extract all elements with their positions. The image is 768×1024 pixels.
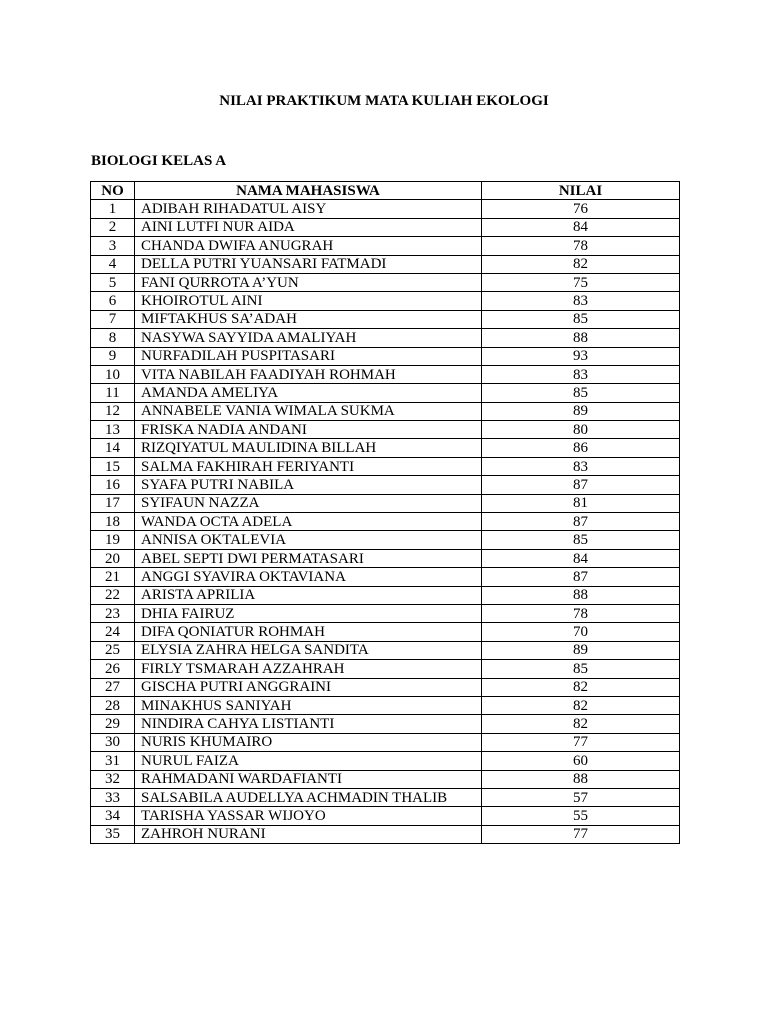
student-name: KHOIROTUL AINI — [135, 292, 482, 310]
table-row — [91, 715, 680, 733]
table-row — [91, 273, 680, 291]
header-name: NAMA MAHASISWA — [135, 182, 482, 200]
table-row — [91, 255, 680, 273]
row-number: 23 — [91, 604, 135, 622]
student-name: ANNISA OKTALEVIA — [135, 531, 482, 549]
student-grade: 85 — [482, 660, 680, 678]
row-number: 35 — [91, 825, 135, 843]
table-row — [91, 292, 680, 310]
student-grade: 83 — [482, 365, 680, 383]
table-body — [91, 200, 680, 844]
student-name: SYAFA PUTRI NABILA — [135, 476, 482, 494]
student-grade: 89 — [482, 402, 680, 420]
student-grade: 82 — [482, 696, 680, 714]
student-grade: 77 — [482, 825, 680, 843]
student-grade: 60 — [482, 752, 680, 770]
table-row — [91, 439, 680, 457]
row-number: 31 — [91, 752, 135, 770]
student-grade: 93 — [482, 347, 680, 365]
table-row — [91, 476, 680, 494]
table-row — [91, 347, 680, 365]
row-number: 28 — [91, 696, 135, 714]
student-name: ANGGI SYAVIRA OKTAVIANA — [135, 568, 482, 586]
table-row — [91, 531, 680, 549]
student-name: ANNABELE VANIA WIMALA SUKMA — [135, 402, 482, 420]
student-name: ELYSIA ZAHRA HELGA SANDITA — [135, 641, 482, 659]
student-name: FANI QURROTA A’YUN — [135, 273, 482, 291]
row-number: 32 — [91, 770, 135, 788]
table-row — [91, 494, 680, 512]
student-grade: 85 — [482, 531, 680, 549]
table-row — [91, 457, 680, 475]
student-grade: 88 — [482, 329, 680, 347]
table-row — [91, 733, 680, 751]
row-number: 29 — [91, 715, 135, 733]
table-row — [91, 678, 680, 696]
table-row — [91, 825, 680, 843]
table-row — [91, 604, 680, 622]
student-grade: 87 — [482, 476, 680, 494]
student-name: NURFADILAH PUSPITASARI — [135, 347, 482, 365]
row-number: 1 — [91, 200, 135, 218]
row-number: 7 — [91, 310, 135, 328]
student-name: ARISTA APRILIA — [135, 586, 482, 604]
student-name: DIFA QONIATUR ROHMAH — [135, 623, 482, 641]
header-no: NO — [91, 182, 135, 200]
student-grade: 70 — [482, 623, 680, 641]
student-name: ADIBAH RIHADATUL AISY — [135, 200, 482, 218]
document-title: NILAI PRAKTIKUM MATA KULIAH EKOLOGI — [219, 93, 549, 109]
student-grade: 82 — [482, 715, 680, 733]
table-row — [91, 770, 680, 788]
row-number: 12 — [91, 402, 135, 420]
student-grade: 82 — [482, 678, 680, 696]
student-grade: 80 — [482, 421, 680, 439]
student-name: SALSABILA AUDELLYA ACHMADIN THALIB — [135, 788, 482, 806]
student-name: RAHMADANI WARDAFIANTI — [135, 770, 482, 788]
row-number: 17 — [91, 494, 135, 512]
header-grade: NILAI — [482, 182, 680, 200]
student-grade: 84 — [482, 218, 680, 236]
table-row — [91, 752, 680, 770]
student-grade: 81 — [482, 494, 680, 512]
student-name: AMANDA AMELIYA — [135, 384, 482, 402]
row-number: 25 — [91, 641, 135, 659]
student-name: VITA NABILAH FAADIYAH ROHMAH — [135, 365, 482, 383]
row-number: 3 — [91, 237, 135, 255]
row-number: 27 — [91, 678, 135, 696]
row-number: 5 — [91, 273, 135, 291]
row-number: 16 — [91, 476, 135, 494]
row-number: 10 — [91, 365, 135, 383]
row-number: 33 — [91, 788, 135, 806]
table-row — [91, 310, 680, 328]
student-grade: 82 — [482, 255, 680, 273]
student-grade: 87 — [482, 568, 680, 586]
student-grade: 76 — [482, 200, 680, 218]
class-label: BIOLOGI KELAS A — [91, 153, 227, 169]
student-name: CHANDA DWIFA ANUGRAH — [135, 237, 482, 255]
table-row — [91, 384, 680, 402]
row-number: 4 — [91, 255, 135, 273]
student-name: WANDA OCTA ADELA — [135, 513, 482, 531]
table-row — [91, 513, 680, 531]
row-number: 15 — [91, 457, 135, 475]
student-name: MIFTAKHUS SA’ADAH — [135, 310, 482, 328]
student-name: MINAKHUS SANIYAH — [135, 696, 482, 714]
table-row — [91, 696, 680, 714]
row-number: 2 — [91, 218, 135, 236]
table-row — [91, 365, 680, 383]
student-grade: 87 — [482, 513, 680, 531]
student-grade: 85 — [482, 310, 680, 328]
table-row — [91, 237, 680, 255]
row-number: 22 — [91, 586, 135, 604]
student-name: RIZQIYATUL MAULIDINA BILLAH — [135, 439, 482, 457]
student-name: NURIS KHUMAIRO — [135, 733, 482, 751]
grades-table — [90, 181, 680, 844]
table-row — [91, 660, 680, 678]
student-grade: 55 — [482, 807, 680, 825]
student-name: NURUL FAIZA — [135, 752, 482, 770]
table-header-row — [91, 182, 680, 200]
row-number: 24 — [91, 623, 135, 641]
table-row — [91, 807, 680, 825]
student-name: DELLA PUTRI YUANSARI FATMADI — [135, 255, 482, 273]
row-number: 21 — [91, 568, 135, 586]
student-name: GISCHA PUTRI ANGGRAINI — [135, 678, 482, 696]
row-number: 11 — [91, 384, 135, 402]
table-row — [91, 218, 680, 236]
student-grade: 88 — [482, 770, 680, 788]
student-grade: 89 — [482, 641, 680, 659]
student-grade: 78 — [482, 604, 680, 622]
student-name: ABEL SEPTI DWI PERMATASARI — [135, 549, 482, 567]
table-row — [91, 421, 680, 439]
student-name: FIRLY TSMARAH AZZAHRAH — [135, 660, 482, 678]
table-row — [91, 568, 680, 586]
student-name: SALMA FAKHIRAH FERIYANTI — [135, 457, 482, 475]
student-name: NASYWA SAYYIDA AMALIYAH — [135, 329, 482, 347]
row-number: 20 — [91, 549, 135, 567]
student-name: SYIFAUN NAZZA — [135, 494, 482, 512]
student-grade: 57 — [482, 788, 680, 806]
row-number: 30 — [91, 733, 135, 751]
student-grade: 83 — [482, 292, 680, 310]
student-grade: 78 — [482, 237, 680, 255]
row-number: 26 — [91, 660, 135, 678]
student-name: AINI LUTFI NUR AIDA — [135, 218, 482, 236]
student-name: FRISKA NADIA ANDANI — [135, 421, 482, 439]
table-row — [91, 329, 680, 347]
row-number: 8 — [91, 329, 135, 347]
student-grade: 83 — [482, 457, 680, 475]
row-number: 14 — [91, 439, 135, 457]
student-grade: 85 — [482, 384, 680, 402]
row-number: 19 — [91, 531, 135, 549]
row-number: 34 — [91, 807, 135, 825]
row-number: 9 — [91, 347, 135, 365]
table-row — [91, 402, 680, 420]
row-number: 18 — [91, 513, 135, 531]
student-name: TARISHA YASSAR WIJOYO — [135, 807, 482, 825]
table-row — [91, 549, 680, 567]
student-grade: 88 — [482, 586, 680, 604]
table-row — [91, 788, 680, 806]
student-grade: 84 — [482, 549, 680, 567]
student-grade: 75 — [482, 273, 680, 291]
student-grade: 77 — [482, 733, 680, 751]
row-number: 6 — [91, 292, 135, 310]
table-row — [91, 200, 680, 218]
student-name: DHIA FAIRUZ — [135, 604, 482, 622]
table-row — [91, 586, 680, 604]
student-grade: 86 — [482, 439, 680, 457]
table-row — [91, 641, 680, 659]
student-name: NINDIRA CAHYA LISTIANTI — [135, 715, 482, 733]
table-row — [91, 623, 680, 641]
student-name: ZAHROH NURANI — [135, 825, 482, 843]
row-number: 13 — [91, 421, 135, 439]
